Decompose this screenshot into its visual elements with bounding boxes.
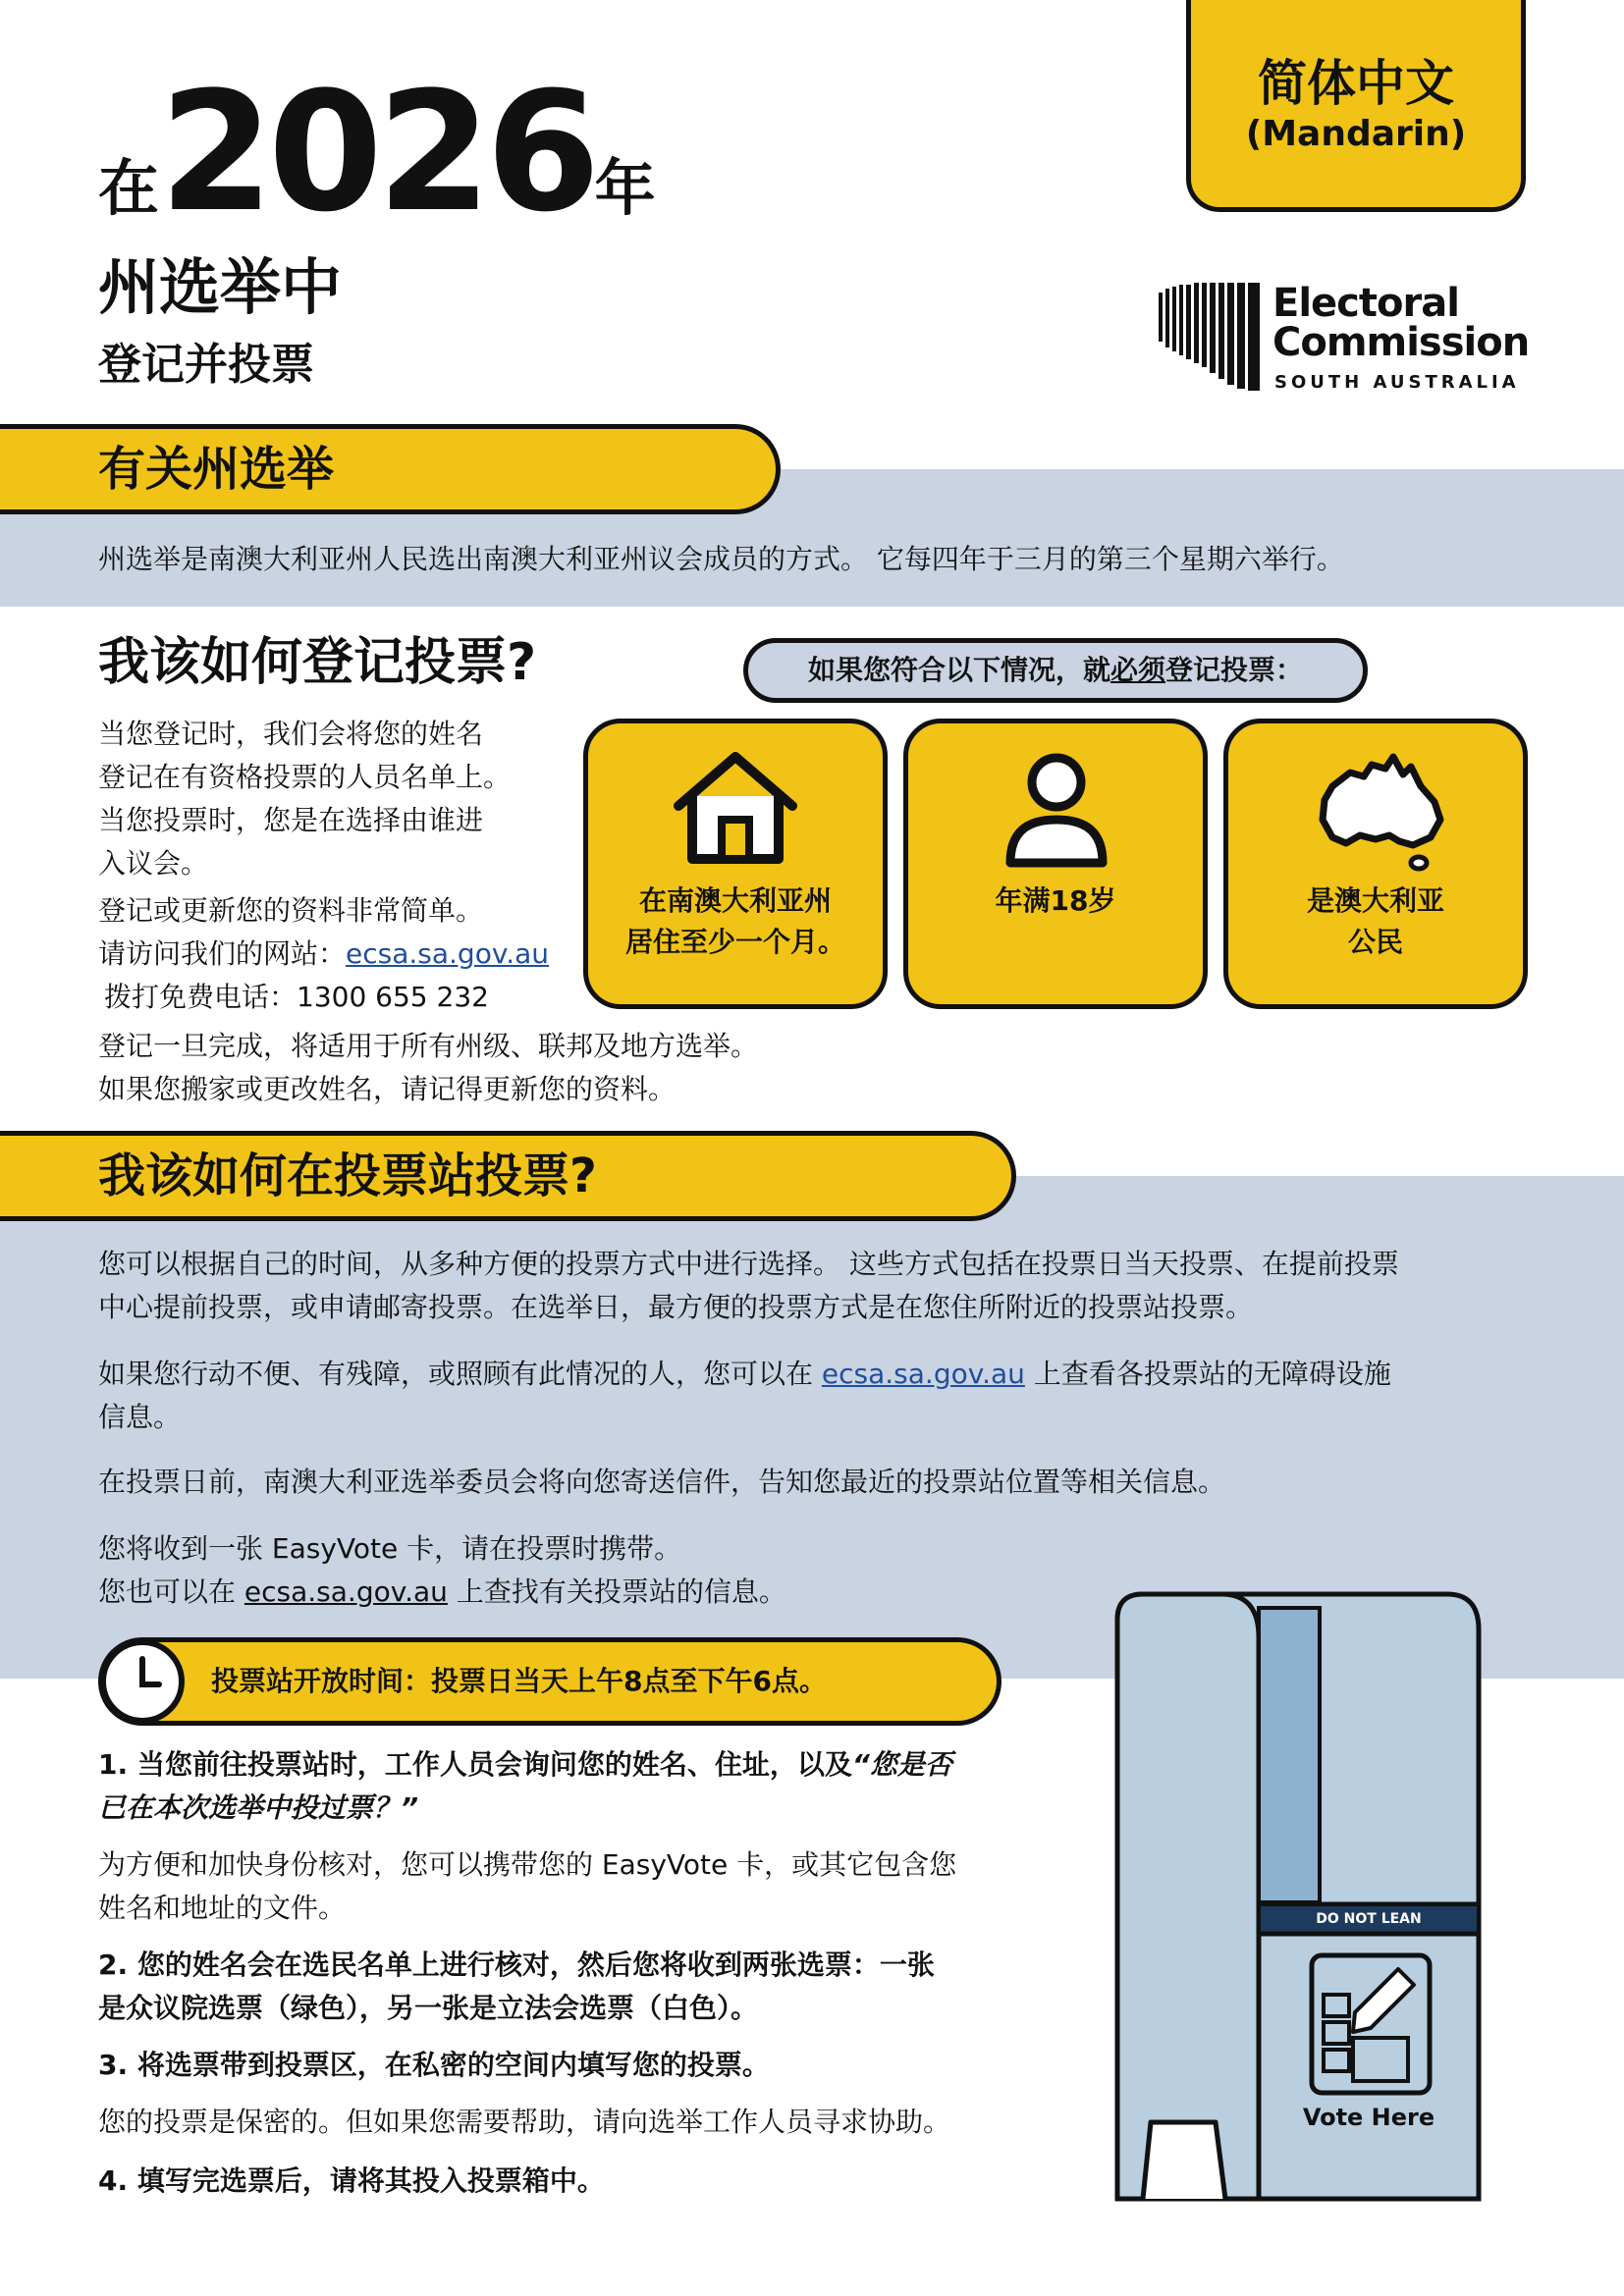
language-badge: [1186, 0, 1526, 212]
ecsa-logo: [1159, 283, 1532, 396]
polling-p2-suffix: 上查看各投票站的无障碍设施: [1024, 1358, 1391, 1390]
eligibility-card-age: [903, 719, 1208, 1009]
about-text: 州选举是南澳大利亚州人民选出南澳大利亚州议会成员的方式。 它每四年于三月的第三个星期六举行。: [98, 543, 1344, 575]
voting-booth-illustration: [1113, 1590, 1487, 2209]
register-p2-line1: 登记或更新您的资料非常简单。: [98, 894, 484, 927]
card-caption-line: 是澳大利亚: [1306, 884, 1444, 917]
about-heading: [0, 424, 781, 514]
step-1-quote: “您是否: [851, 1748, 952, 1781]
clock-icon: [98, 1637, 187, 1726]
step-1: [98, 1743, 952, 1830]
polling-heading-text: 我该如何在投票站投票?: [98, 1148, 597, 1203]
house-icon: [667, 749, 804, 867]
polling-p4-prefix: 您也可以在: [98, 1575, 244, 1608]
step-2: [98, 1944, 935, 2030]
register-p3-line: 如果您搬家或更改姓名，请记得更新您的资料。: [98, 1073, 677, 1105]
register-p1-line: 当您登记时，我们会将您的姓名: [98, 718, 484, 750]
polling-p4-line2: [98, 1571, 786, 1614]
title-line2: 州选举中: [98, 251, 343, 323]
title-year: 2026: [159, 56, 595, 248]
step-3-note: 您的投票是保密的。但如果您需要帮助，请向选举工作人员寻求协助。: [98, 2106, 951, 2138]
polling-p2-prefix: 如果您行动不便、有残障，或照顾有此情况的人，您可以在: [98, 1358, 822, 1390]
logo-line1: Electoral: [1272, 281, 1459, 326]
must-suffix: 登记投票：: [1165, 654, 1304, 686]
australia-map-icon: [1313, 747, 1450, 875]
polling-p1: [98, 1243, 1399, 1329]
card-caption-line: 居住至少一个月。: [624, 926, 845, 958]
register-p2-prefix: 请访问我们的网站：: [98, 937, 347, 970]
card-caption-line: 年满18岁: [995, 884, 1116, 917]
eligibility-card-citizen: [1223, 719, 1528, 1009]
step-1-line2: 已在本次选举中投过票？”: [98, 1791, 419, 1824]
title-suffix: 年: [594, 152, 656, 224]
step-1-line1: [98, 1743, 952, 1787]
language-sub: (Mandarin): [1245, 114, 1467, 154]
polling-p1-line: 您可以根据自己的时间，从多种方便的投票方式中进行选择。 这些方式包括在投票日当天投票、在提前投票: [98, 1248, 1399, 1280]
hours-banner: [98, 1637, 1001, 1726]
register-p1-line: 当您投票时，您是在选择由谁进: [98, 804, 484, 836]
polling-p1-line: 中心提前投票，或申请邮寄投票。在选举日，最方便的投票方式是在您住所附近的投票站投票。: [98, 1291, 1254, 1323]
step-1-note: [98, 1843, 956, 1930]
ecsa-accessibility-link[interactable]: ecsa.sa.gov.au: [821, 1358, 1025, 1390]
polling-p4: [98, 1527, 786, 1614]
register-heading: 我该如何登记投票?: [98, 633, 537, 692]
register-p1: [98, 713, 511, 885]
booth-sign: DO NOT LEAN: [1316, 1911, 1422, 1927]
polling-p4-line1: 您将收到一张 EasyVote 卡，请在投票时携带。: [98, 1532, 682, 1565]
register-p2: [98, 889, 549, 1019]
register-p1-line: 登记在有资格投票的人员名单上。: [98, 761, 512, 793]
ecsa-polling-link[interactable]: ecsa.sa.gov.au: [244, 1575, 448, 1608]
step-3: 3. 将选票带到投票区，在私密的空间内填写您的投票。: [98, 2049, 770, 2081]
page-subtitle: 登记并投票: [98, 340, 314, 390]
title-prefix: 在: [98, 152, 160, 224]
logo-line2: Commission: [1272, 320, 1530, 365]
polling-p2: [98, 1353, 1391, 1439]
register-phone: 拨打免费电话：1300 655 232: [104, 981, 489, 1013]
must-prefix: 如果您符合以下情况，就: [807, 654, 1110, 686]
person-icon: [1002, 753, 1110, 871]
register-p2-line2: [98, 933, 549, 976]
register-p1-line: 入议会。: [98, 847, 209, 880]
step-4: 4. 填写完选票后，请将其投入投票箱中。: [98, 2164, 605, 2197]
step-2-line: 2. 您的姓名会在选民名单上进行核对，然后您将收到两张选票：一张: [98, 1949, 935, 1981]
logo-line3: SOUTH AUSTRALIA: [1274, 372, 1520, 393]
polling-heading: [0, 1131, 1016, 1221]
step-2-line: 是众议院选票（绿色），另一张是立法会选票（白色）。: [98, 1992, 759, 2024]
about-heading-text: 有关州选举: [98, 442, 335, 497]
step-1-note-line: 姓名和地址的文件。: [98, 1892, 347, 1924]
logo-mark-icon: [1159, 283, 1263, 391]
page-title: [98, 56, 656, 248]
step-1-text: 1. 当您前往投票站时，工作人员会询问您的姓名、住址，以及: [98, 1748, 852, 1781]
eligibility-card-residence: [583, 719, 888, 1009]
ecsa-website-link[interactable]: ecsa.sa.gov.au: [346, 937, 550, 970]
register-p3-line: 登记一旦完成，将适用于所有州级、联邦及地方选举。: [98, 1030, 759, 1062]
register-p3: [98, 1025, 758, 1111]
booth-label: Vote Here: [1302, 2104, 1435, 2131]
must-emphasis: 必须: [1110, 654, 1165, 686]
step-1-note-line: 为方便和加快身份核对，您可以携带您的 EasyVote 卡，或其它包含您: [98, 1848, 957, 1881]
polling-p3: 在投票日前，南澳大利亚选举委员会将向您寄送信件，告知您最近的投票站位置等相关信息。: [98, 1466, 1226, 1498]
card-caption-line: 在南澳大利亚州: [638, 884, 832, 917]
card-caption-line: 公民: [1347, 926, 1403, 958]
language-label: 简体中文: [1258, 55, 1454, 112]
hours-text: 投票站开放时间：投票日当天上午8点至下午6点。: [211, 1665, 827, 1697]
polling-p2-line1: [98, 1353, 1391, 1396]
must-register-banner: [743, 638, 1368, 703]
polling-p4-suffix: 上查找有关投票站的信息。: [447, 1575, 786, 1608]
polling-p2-line2: 信息。: [98, 1401, 182, 1433]
